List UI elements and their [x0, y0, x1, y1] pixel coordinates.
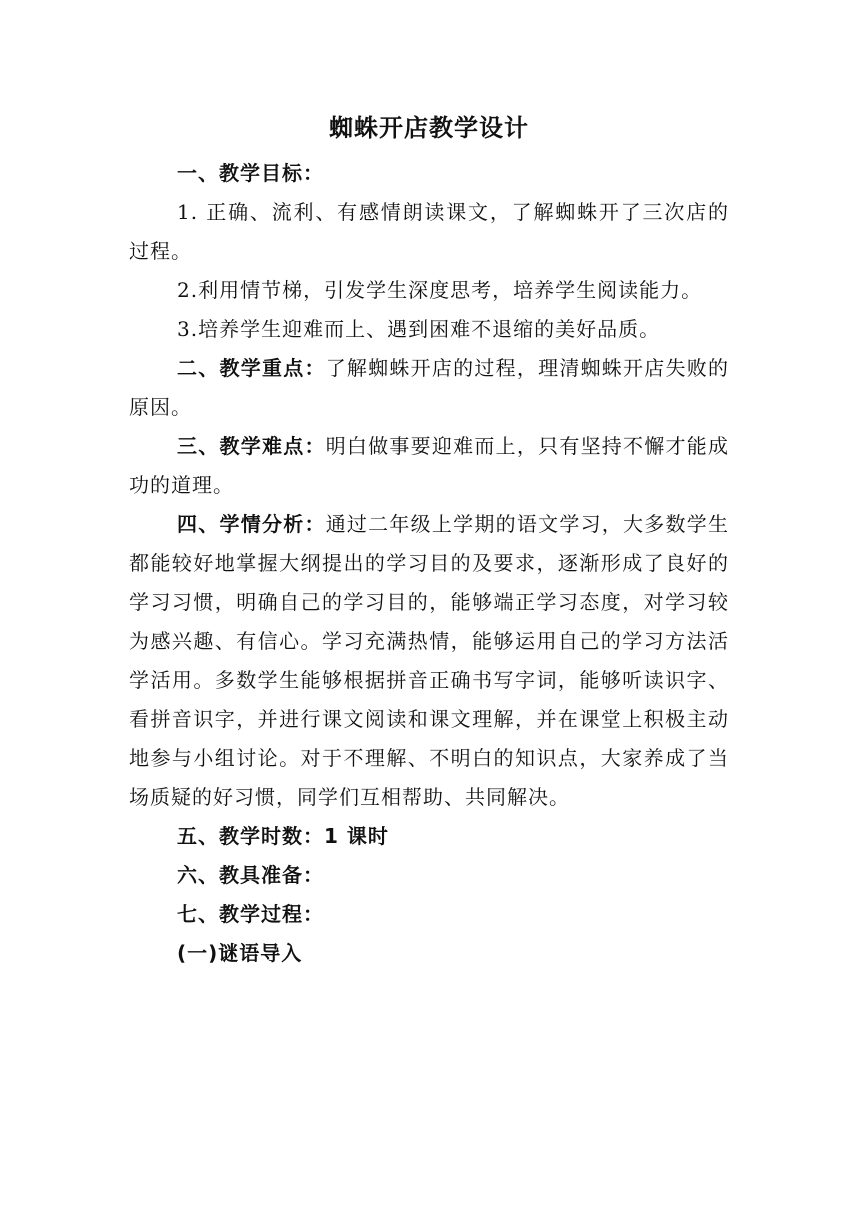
- process-step-1: [129, 934, 729, 973]
- section-analysis: [129, 505, 729, 817]
- section-hours: [129, 817, 729, 856]
- document-body: [129, 106, 729, 973]
- key-points-text: 了解蜘蛛开店的过程，理清蜘蛛开店失败的原因。: [129, 356, 730, 419]
- analysis-heading: 四、学情分析：: [177, 512, 326, 536]
- difficulties-text: 明白做事要迎难而上，只有坚持不懈才能成功的道理。: [129, 434, 730, 497]
- hours-heading: 五、教学时数：1 课时: [177, 824, 389, 848]
- section-key-points: [129, 349, 729, 427]
- process-heading: 七、教学过程：: [177, 902, 324, 926]
- section-materials: [129, 856, 729, 895]
- materials-heading: 六、教具准备：: [177, 863, 324, 887]
- section-process: [129, 895, 729, 934]
- key-points-heading: 二、教学重点：: [177, 356, 326, 380]
- process-step-1-label: (一)谜语导入: [177, 941, 303, 965]
- objectives-heading: 一、教学目标：: [177, 161, 324, 185]
- section-objectives: [129, 154, 729, 193]
- objective-item-2: 2.利用情节梯，引发学生深度思考，培养学生阅读能力。: [177, 278, 703, 302]
- difficulties-heading: 三、教学难点：: [177, 434, 326, 458]
- objective-item-1: 1. 正确、流利、有感情朗读课文，了解蜘蛛开了三次店的过程。: [129, 200, 729, 263]
- document-title: 蜘蛛开店教学设计: [329, 114, 529, 142]
- section-difficulties: [129, 427, 729, 505]
- objective-item-3: 3.培养学生迎难而上、遇到困难不退缩的美好品质。: [177, 317, 661, 341]
- analysis-text: 通过二年级上学期的语文学习，大多数学生都能较好地掌握大纲提出的学习目的及要求，逐渐形成了良好的学习习惯，明确自己的学习目的，能够端正学习态度，对学习较为感兴趣、有信心。学习充满热情，能够运用自己的学习方法活学活用。多数学生能够根据拼音正确书写字词，能够听读识字、看拼音识字，并进行课文阅读和课文理解，并在课堂上积极主动地参与小组讨论。对于不理解、不明白的知识点，大家养成了当场质疑的好习惯，同学们互相帮助、共同解决。: [129, 512, 730, 809]
